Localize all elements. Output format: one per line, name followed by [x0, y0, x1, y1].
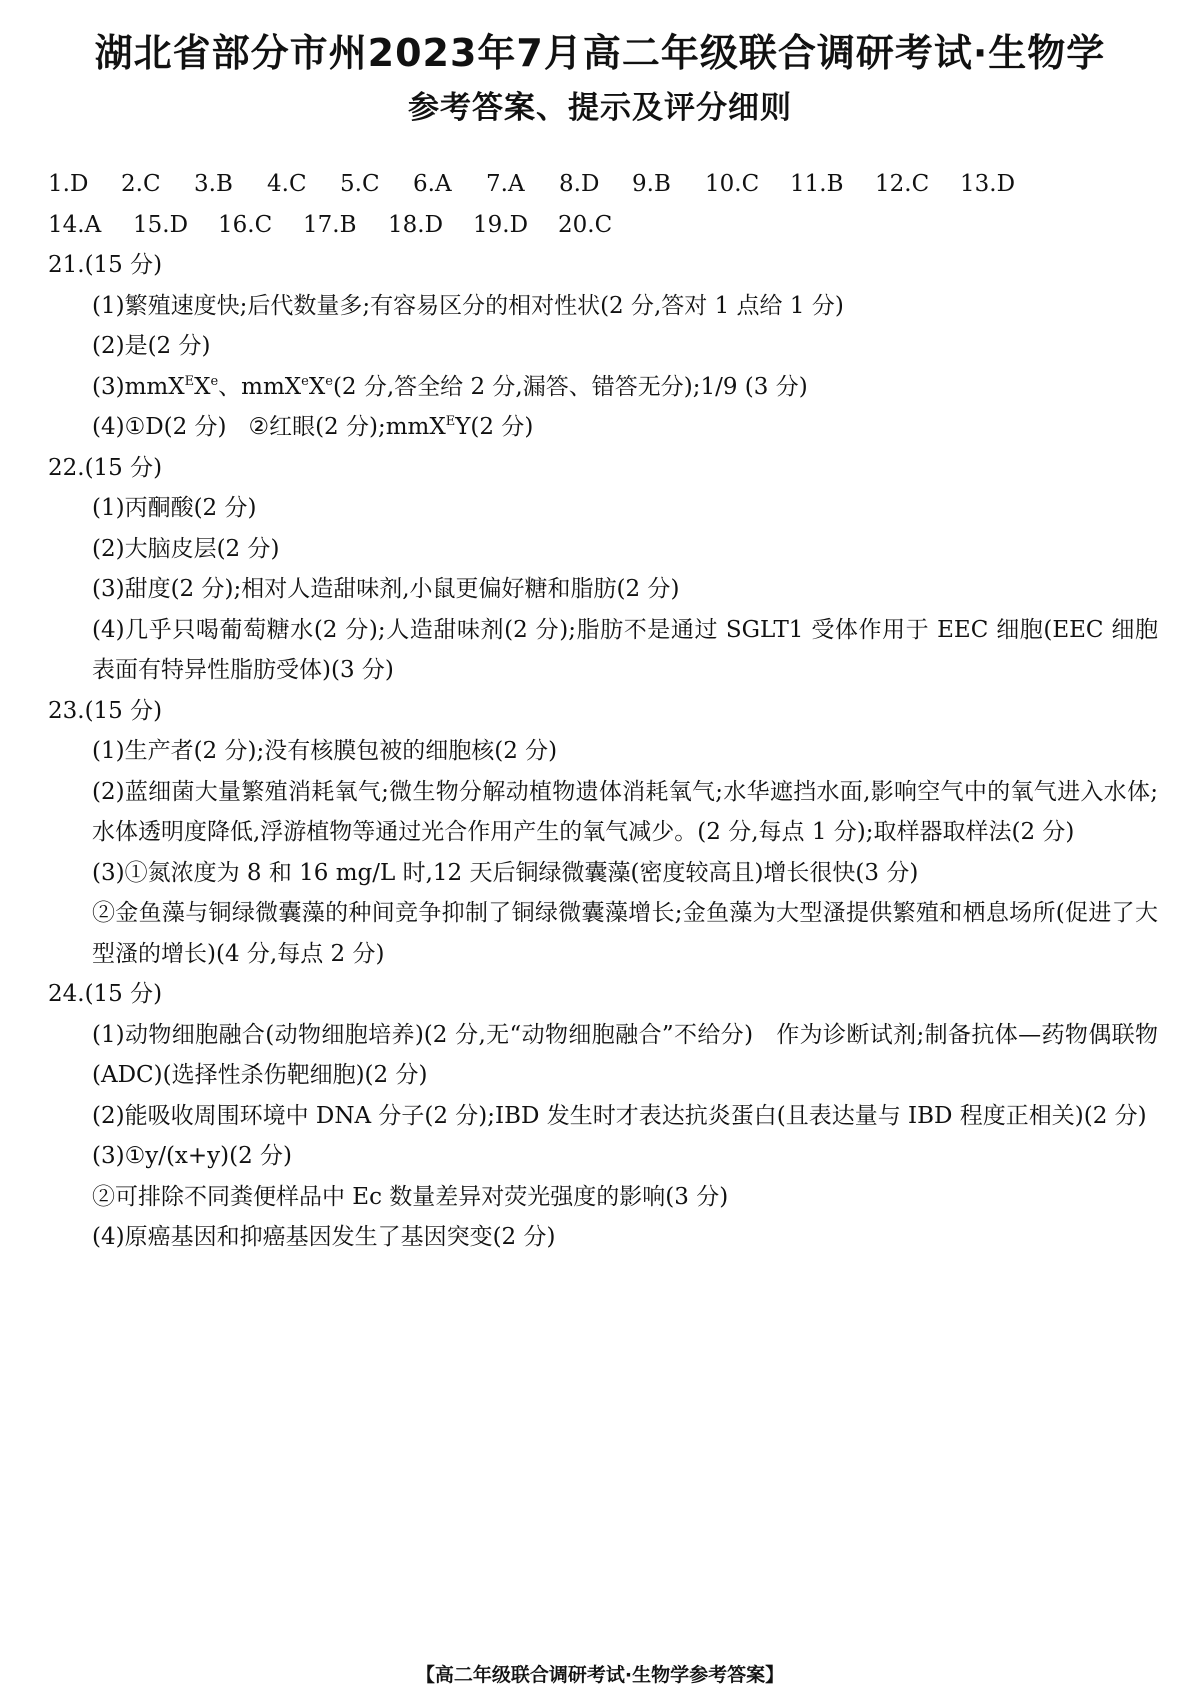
choice-answer: 1.D — [48, 171, 89, 197]
question-21-part-1: (1)繁殖速度快;后代数量多;有容易区分的相对性状(2 分,答对 1 点给 1 分) — [92, 292, 844, 319]
question-21-heading: 21.(15 分) — [48, 252, 163, 278]
q21-p3-text: (2 分,答全给 2 分,漏答、错答无分);1/9 (3 分) — [332, 373, 808, 400]
choice-answer: 8.D — [559, 171, 600, 197]
choice-answer: 4.C — [267, 171, 307, 197]
q21-p3-text: (3)mmX — [92, 373, 185, 400]
choice-answers-row-1 — [48, 164, 1158, 205]
question-24-part-3: (3)①y/(x+y)(2 分) — [92, 1143, 293, 1169]
choice-answer: 18.D — [388, 211, 444, 238]
choice-answer: 17.B — [303, 211, 357, 238]
choice-answer: 14.A — [48, 211, 102, 238]
answer-content — [48, 164, 1158, 1258]
question-22-part-1: (1)丙酮酸(2 分) — [92, 495, 257, 521]
question-23-heading: 23.(15 分) — [48, 697, 163, 724]
choice-answer: 5.C — [340, 171, 380, 197]
q21-p4-superscript: E — [445, 414, 456, 429]
question-24-part-4: (4)原癌基因和抑癌基因发生了基因突变(2 分) — [92, 1224, 556, 1250]
question-24-part-3b: ②可排除不同粪便样品中 Ec 数量差异对荧光强度的影响(3 分) — [92, 1183, 729, 1210]
question-22-heading: 22.(15 分) — [48, 454, 163, 481]
q21-p3-text: X — [308, 373, 326, 400]
choice-answer: 20.C — [558, 211, 613, 238]
q21-p3-text: X — [194, 373, 211, 400]
page-title: 湖北省部分市州2023年7月高二年级联合调研考试·生物学 — [94, 31, 1106, 75]
question-21-part-3 — [48, 367, 1158, 408]
choice-answer: 2.C — [121, 171, 161, 197]
choice-answer: 16.C — [218, 211, 273, 238]
choice-answers-row-2 — [48, 205, 1158, 246]
question-23-part-3: (3)①氮浓度为 8 和 16 mg/L 时,12 天后铜绿微囊藻(密度较高且)增长很快(3 分) — [92, 859, 919, 886]
q21-p3-superscript: e — [325, 373, 333, 389]
choice-answer: 12.C — [875, 171, 930, 197]
q21-p3-superscript: e — [301, 373, 309, 389]
question-22-part-3: (3)甜度(2 分);相对人造甜味剂,小鼠更偏好糖和脂肪(2 分) — [92, 576, 680, 602]
question-21-part-2: (2)是(2 分) — [92, 333, 211, 359]
choice-answer: 7.A — [486, 171, 525, 197]
question-24-part-1: (1)动物细胞融合(动物细胞培养)(2 分,无“动物细胞融合”不给分) 作为诊断试剂;制备抗体—药物偶联物(ADC)(选择性杀伤靶细胞)(2 分) — [92, 1021, 1158, 1088]
question-23-part-2: (2)蓝细菌大量繁殖消耗氧气;微生物分解动植物遗体消耗氧气;水华遮挡水面,影响空气中的氧气进入水体;水体透明度降低,浮游植物等通过光合作用产生的氧气减少。(2 分,每点 1 分);取样器取样法(2 分) — [92, 778, 1158, 845]
choice-answer: 13.D — [960, 171, 1016, 197]
choice-answer: 3.B — [194, 171, 233, 197]
choice-answer: 6.A — [413, 171, 452, 197]
choice-answer: 15.D — [133, 211, 189, 238]
page-footer: 【高二年级联合调研考试·生物学参考答案】 — [415, 1664, 785, 1686]
choice-answer: 11.B — [790, 171, 844, 197]
choice-answer: 19.D — [473, 211, 529, 238]
q21-p3-superscript: E — [184, 373, 195, 389]
question-22-part-2: (2)大脑皮层(2 分) — [92, 535, 280, 562]
q21-p3-superscript: e — [210, 373, 219, 389]
question-22-part-4: (4)几乎只喝葡萄糖水(2 分);人造甜味剂(2 分);脂肪不是通过 SGLT1 受体作用于 EEC 细胞(EEC 细胞表面有特异性脂肪受体)(3 分) — [92, 616, 1158, 683]
page-subtitle: 参考答案、提示及评分细则 — [408, 90, 792, 126]
choice-answer: 10.C — [705, 171, 760, 197]
question-23-part-1: (1)生产者(2 分);没有核膜包被的细胞核(2 分) — [92, 738, 558, 764]
question-24-heading: 24.(15 分) — [48, 981, 163, 1007]
question-24-part-2: (2)能吸收周围环境中 DNA 分子(2 分);IBD 发生时才表达抗炎蛋白(且表达量与 IBD 程度正相关)(2 分) — [92, 1102, 1147, 1129]
question-21-part-4 — [48, 407, 1158, 448]
question-23-part-3b: ②金鱼藻与铜绿微囊藻的种间竞争抑制了铜绿微囊藻增长;金鱼藻为大型溞提供繁殖和栖息场所(促进了大型溞的增长)(4 分,每点 2 分) — [92, 900, 1158, 967]
q21-p4-text: Y(2 分) — [455, 414, 534, 440]
choice-answer: 9.B — [632, 171, 671, 197]
q21-p3-text: 、mmX — [218, 373, 302, 400]
q21-p4-text: (4)①D(2 分) ②红眼(2 分);mmX — [92, 414, 446, 440]
